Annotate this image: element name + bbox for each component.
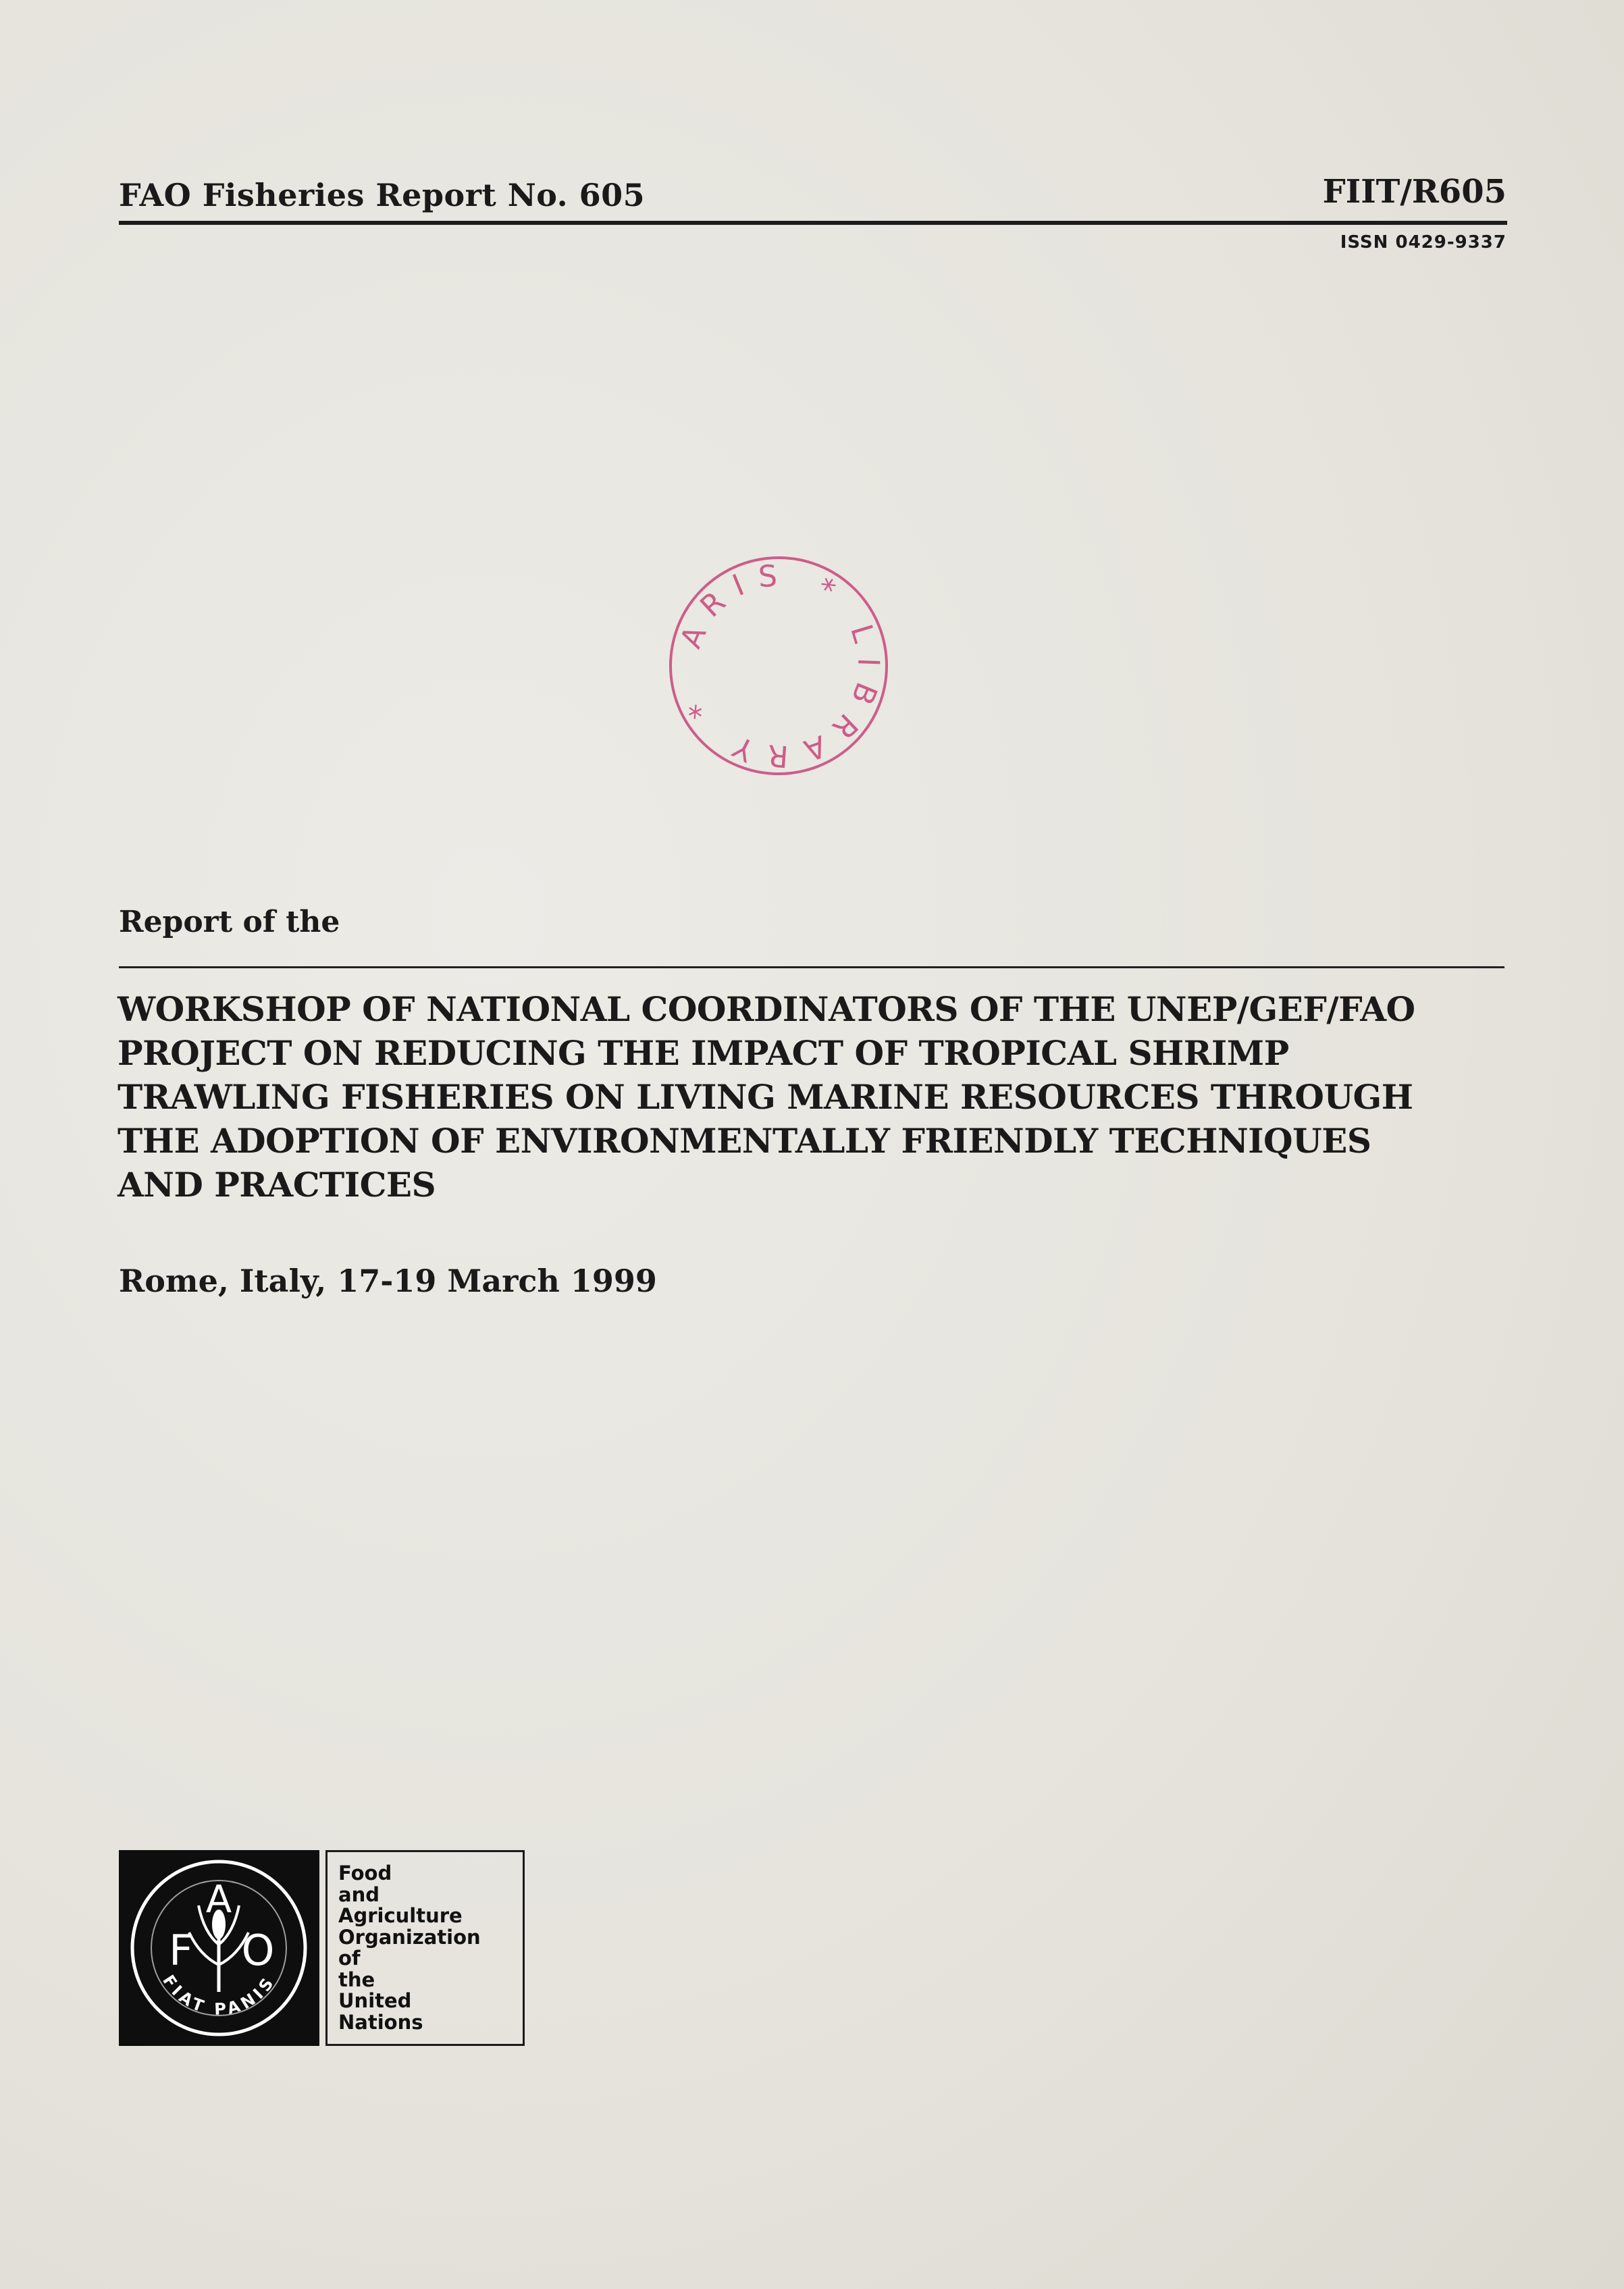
title-line: TRAWLING FISHERIES ON LIVING MARINE RESOURCES THROUGH (117, 1077, 1413, 1117)
org-line: Nations (338, 2010, 423, 2034)
title-line: AND PRACTICES (117, 1165, 436, 1205)
org-line: of (338, 1947, 361, 1970)
title-divider (119, 966, 1504, 968)
logo-letter-f: F (169, 1926, 193, 1975)
fao-emblem-icon (119, 1850, 319, 2046)
logo-letter-a: A (205, 1878, 232, 1922)
logo-motto: FIAT PANIS (159, 1971, 280, 2019)
header-divider (119, 221, 1507, 225)
title-line: WORKSHOP OF NATIONAL COORDINATORS OF THE UNEP/GEF/FAO (117, 989, 1415, 1029)
library-stamp (664, 551, 893, 781)
document-code: FIIT/R605 (1322, 173, 1507, 211)
org-line: and (338, 1883, 379, 1906)
fao-logo (119, 1850, 319, 2046)
org-line: United (338, 1989, 412, 2012)
logo-letter-o: O (241, 1926, 275, 1975)
meeting-place-date: Rome, Italy, 17-19 March 1999 (119, 1263, 657, 1299)
svg-text:ARIS * LIBRARY * (674, 558, 886, 773)
org-line: the (338, 1968, 375, 1991)
report-of-label: Report of the (119, 905, 340, 939)
issn-number: ISSN 0429-9337 (1340, 232, 1507, 253)
title-line: PROJECT ON REDUCING THE IMPACT OF TROPICAL SHRIMP (117, 1033, 1289, 1073)
report-title (117, 987, 1536, 1207)
organization-name (325, 1850, 525, 2046)
org-line: Agriculture (338, 1904, 463, 1927)
org-line: Food (338, 1862, 392, 1885)
title-line: THE ADOPTION OF ENVIRONMENTALLY FRIENDLY TECHNIQUES (117, 1121, 1371, 1161)
org-line: Organization (338, 1925, 481, 1949)
stamp-text: ARIS * LIBRARY * (673, 558, 886, 774)
series-title: FAO Fisheries Report No. 605 (119, 177, 646, 213)
